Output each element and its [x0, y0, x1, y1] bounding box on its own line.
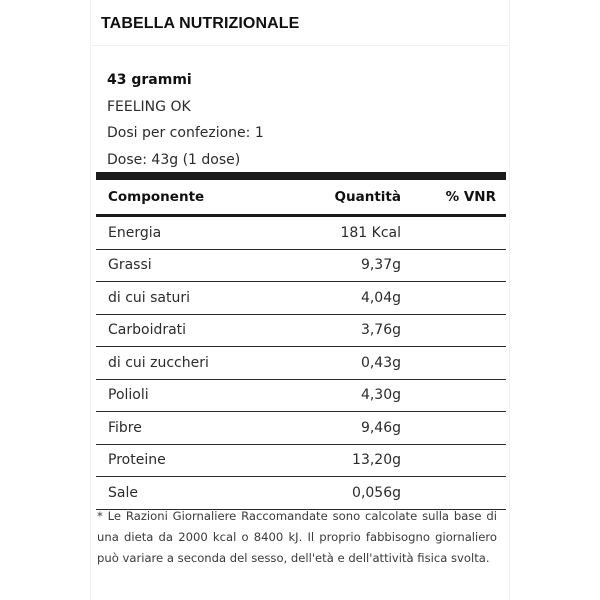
row-component: Energia [108, 224, 162, 241]
row-quantity: 181 Kcal [340, 224, 401, 241]
table-row [96, 282, 506, 315]
footnote: * Le Razioni Giornaliere Raccomandate sono calcolate sulla base di una dieta da 2000 kcal o 8400 kJ. Il proprio fabbisogno giornaliero può variare a seconda del sesso, dell'età e dell'attività fisica svolta. [97, 509, 497, 565]
row-quantity: 9,37g [360, 257, 401, 274]
row-component: Polioli [108, 387, 149, 404]
header-vnr: % VNR [445, 189, 496, 205]
table-header [96, 180, 506, 217]
row-component: Proteine [108, 452, 166, 469]
row-component: Fibre [108, 419, 142, 436]
table-row [96, 380, 506, 413]
product-name: FEELING OK [107, 98, 191, 115]
table-top-rule [96, 172, 506, 180]
header-component: Componente [108, 189, 205, 205]
row-quantity: 0,056g [352, 484, 401, 501]
row-component: Sale [108, 484, 138, 501]
row-component: Carboidrati [108, 322, 187, 339]
serving-size: Dose: 43g (1 dose) [107, 151, 241, 168]
table-row [96, 477, 506, 510]
product-info [91, 46, 509, 173]
title-bar [91, 0, 509, 46]
table-row [96, 445, 506, 478]
page-title: TABELLA NUTRIZIONALE [101, 15, 300, 32]
row-quantity: 4,30g [360, 387, 401, 404]
table-row [96, 347, 506, 380]
header-quantity: Quantità [334, 189, 401, 205]
row-component: di cui zuccheri [108, 354, 209, 371]
row-quantity: 0,43g [360, 354, 401, 371]
table-row [96, 250, 506, 283]
nutrition-card [90, 0, 510, 600]
row-quantity: 3,76g [360, 322, 401, 339]
table-row [96, 315, 506, 348]
nutrition-table [96, 172, 506, 510]
servings-per-pack: Dosi per confezione: 1 [107, 125, 264, 141]
row-quantity: 13,20g [352, 452, 401, 469]
row-quantity: 9,46g [360, 419, 401, 436]
row-quantity: 4,04g [360, 289, 401, 306]
row-component: Grassi [108, 257, 152, 274]
row-component: di cui saturi [108, 289, 191, 306]
product-weight: 43 grammi [107, 72, 192, 88]
table-row [96, 412, 506, 445]
table-row [96, 217, 506, 250]
